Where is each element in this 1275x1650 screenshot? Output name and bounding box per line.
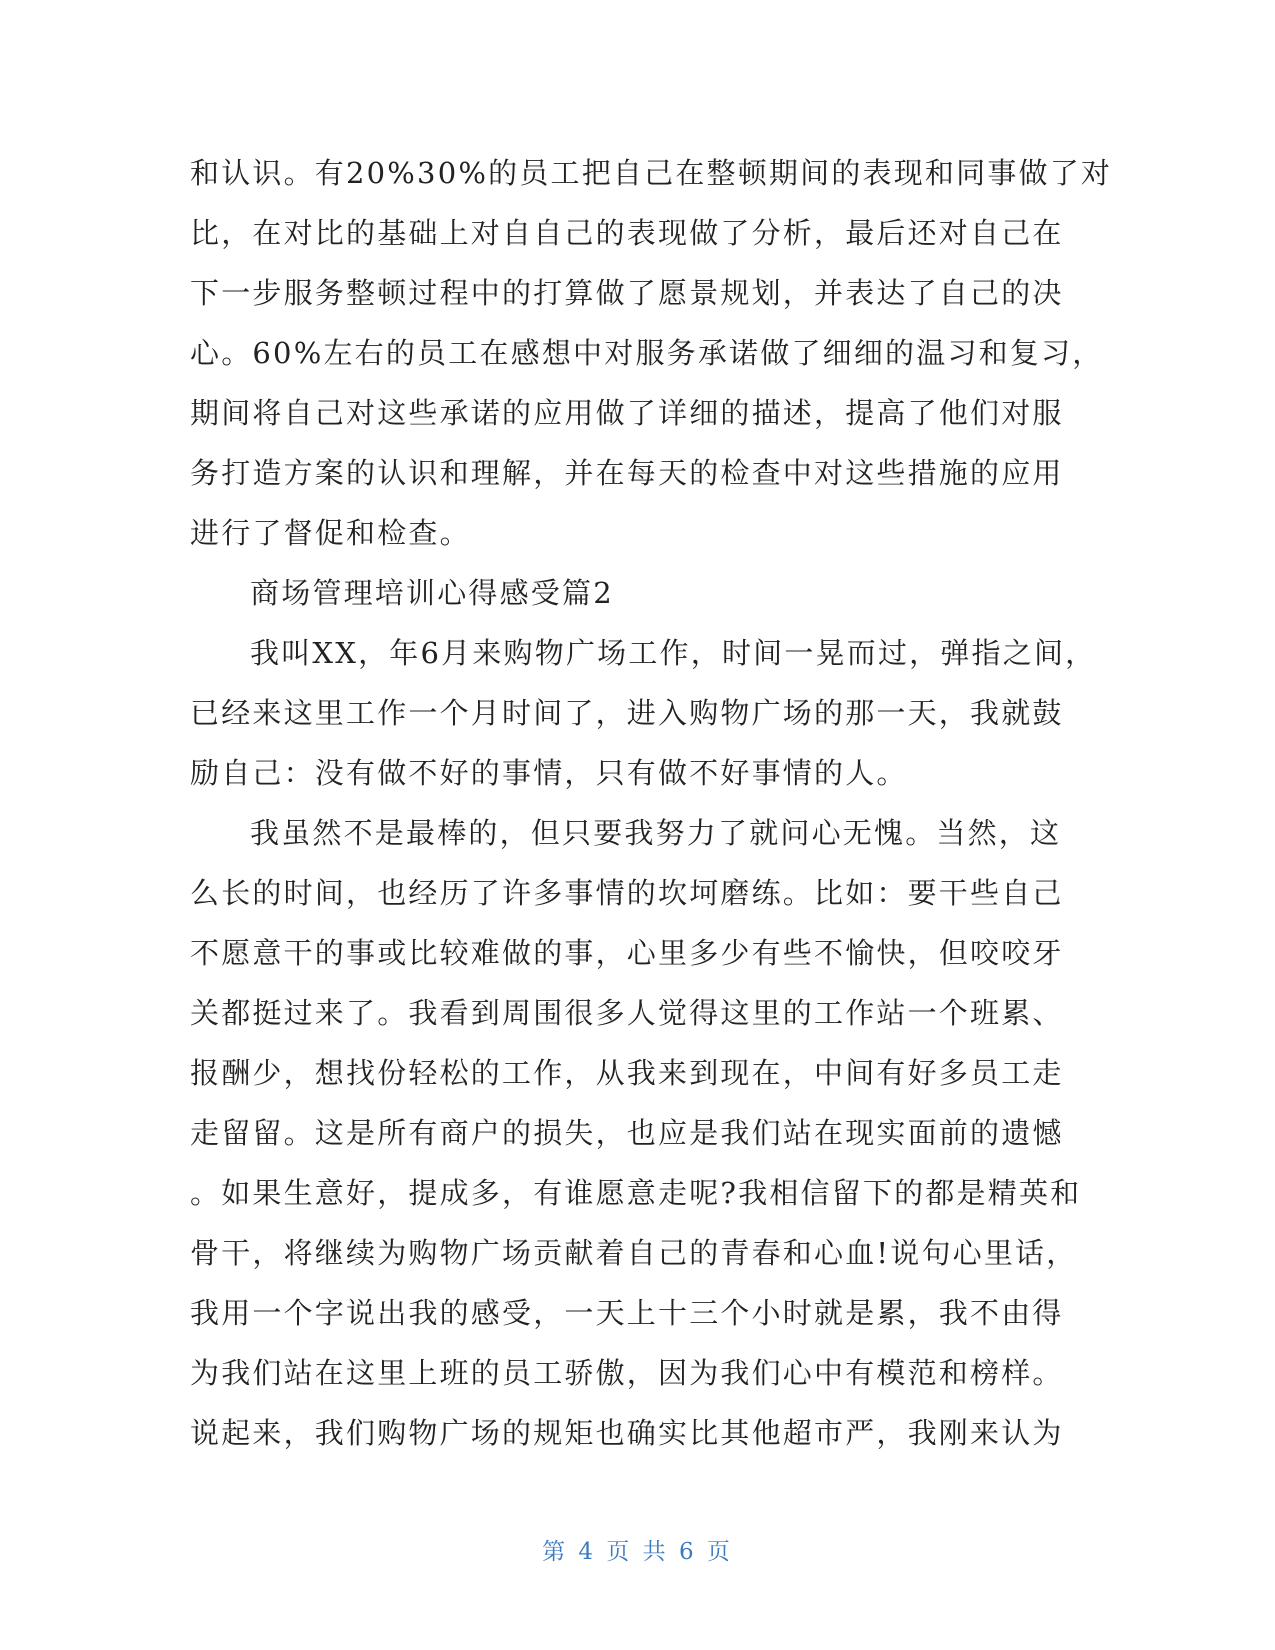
paragraph-line: 。如果生意好，提成多，有谁愿意走呢?我相信留下的都是精英和 [190, 1176, 1082, 1210]
paragraph-line: 和认识。有20%30%的员工把自己在整顿期间的表现和同事做了对 [190, 156, 1113, 190]
paragraph-line: 务打造方案的认识和理解，并在每天的检查中对这些措施的应用 [190, 456, 1064, 490]
paragraph-line: 我虽然不是最棒的，但只要我努力了就问心无愧。当然，这 [250, 816, 1062, 850]
paragraph-line: 报酬少，想找份轻松的工作，从我来到现在，中间有好多员工走 [190, 1056, 1064, 1090]
paragraph-line: 么长的时间，也经历了许多事情的坎坷磨练。比如：要干些自己 [190, 876, 1064, 910]
paragraph-line: 期间将自己对这些承诺的应用做了详细的描述，提高了他们对服 [190, 396, 1064, 430]
paragraph-line: 走留留。这是所有商户的损失，也应是我们站在现实面前的遗憾 [190, 1116, 1064, 1150]
paragraph-line: 关都挺过来了。我看到周围很多人觉得这里的工作站一个班累、 [190, 996, 1064, 1030]
paragraph-line: 说起来，我们购物广场的规矩也确实比其他超市严，我刚来认为 [190, 1416, 1064, 1450]
paragraph-line: 我用一个字说出我的感受，一天上十三个小时就是累，我不由得 [190, 1296, 1064, 1330]
paragraph-line: 进行了督促和检查。 [190, 516, 471, 550]
page-number-footer: 第 4 页 共 6 页 [542, 1539, 733, 1565]
section-heading: 商场管理培训心得感受篇2 [250, 576, 614, 610]
paragraph-line: 已经来这里工作一个月时间了，进入购物广场的那一天，我就鼓 [190, 696, 1064, 730]
paragraph-line: 我叫XX，年6月来购物广场工作，时间一晃而过，弹指之间， [250, 636, 1097, 670]
paragraph-line: 比，在对比的基础上对自自己的表现做了分析，最后还对自己在 [190, 216, 1064, 250]
paragraph-line: 为我们站在这里上班的员工骄傲，因为我们心中有模范和榜样。 [190, 1356, 1064, 1390]
paragraph-line: 不愿意干的事或比较难做的事，心里多少有些不愉快，但咬咬牙 [190, 936, 1064, 970]
paragraph-line: 下一步服务整顿过程中的打算做了愿景规划，并表达了自己的决 [190, 276, 1064, 310]
paragraph-line: 骨干，将继续为购物广场贡献着自己的青春和心血!说句心里话， [190, 1236, 1078, 1270]
paragraph-line: 励自己：没有做不好的事情，只有做不好事情的人。 [190, 756, 908, 790]
paragraph-line: 心。60%左右的员工在感想中对服务承诺做了细细的温习和复习， [190, 336, 1104, 370]
document-body [190, 143, 1113, 1463]
